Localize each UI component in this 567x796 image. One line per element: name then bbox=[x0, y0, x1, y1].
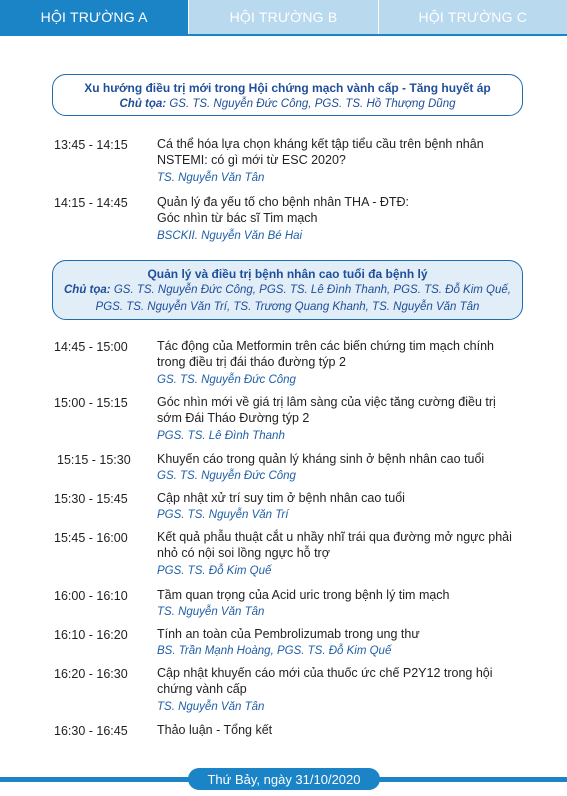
topic-line: Góc nhìn từ bác sĩ Tim mạch bbox=[157, 210, 318, 225]
time-slot: 14:45 - 15:00 bbox=[54, 340, 128, 354]
speaker-name: TS. Nguyễn Văn Tân bbox=[157, 172, 265, 184]
topic-title bbox=[157, 137, 527, 168]
topic-line: Kết quả phẫu thuật cắt u nhầy nhĩ trái qua đường mở ngực phải bbox=[157, 530, 512, 544]
topic-line: Tầm quan trọng của Acid uric trong bệnh lý tim mạch bbox=[157, 588, 450, 602]
topic-line: trong điều trị đái tháo đường týp 2 bbox=[157, 354, 346, 369]
chair-names: GS. TS. Nguyễn Đức Công, PGS. TS. Lê Đình Thanh, PGS. TS. Đỗ Kim Quế, bbox=[113, 284, 511, 296]
topic-title bbox=[157, 627, 527, 643]
time-slot: 16:00 - 16:10 bbox=[54, 589, 128, 603]
speaker-name: TS. Nguyễn Văn Tân bbox=[157, 701, 265, 713]
topic-title bbox=[157, 195, 527, 226]
session-title: Xu hướng điều trị mới trong Hội chứng mạch vành cấp - Tăng huyết áp bbox=[84, 81, 491, 95]
topic-line: NSTEMI: có gì mới từ ESC 2020? bbox=[157, 152, 346, 167]
tab-hall-a[interactable]: HỘI TRƯỜNG A bbox=[0, 0, 188, 34]
topic-line: chứng vành cấp bbox=[157, 681, 247, 696]
time-slot: 15:15 - 15:30 bbox=[57, 453, 131, 467]
topic-line: Thảo luận - Tổng kết bbox=[157, 723, 273, 737]
topic-title bbox=[157, 395, 527, 426]
topic-line: Cập nhật khuyến cáo mới của thuốc ức chế P2Y12 trong hội bbox=[157, 666, 493, 680]
speaker-name: BS. Trần Mạnh Hoàng, PGS. TS. Đỗ Kim Quế bbox=[157, 645, 392, 657]
topic-line: Cá thể hóa lựa chọn kháng kết tập tiểu cầu trên bệnh nhân bbox=[157, 137, 484, 151]
session-chair bbox=[63, 282, 512, 299]
time-slot: 15:00 - 15:15 bbox=[54, 396, 128, 410]
topic-title bbox=[157, 588, 527, 604]
topic-title bbox=[157, 530, 527, 561]
time-slot: 15:45 - 16:00 bbox=[54, 531, 128, 545]
topic-line: Tính an toàn của Pembrolizumab trong ung thư bbox=[157, 627, 420, 641]
speaker-name: GS. TS. Nguyễn Đức Công bbox=[157, 374, 296, 386]
session-title: Quản lý và điều trị bệnh nhân cao tuổi đa bệnh lý bbox=[147, 267, 428, 281]
time-slot: 15:30 - 15:45 bbox=[54, 492, 128, 506]
speaker-name: PGS. TS. Nguyễn Văn Trí bbox=[157, 509, 289, 521]
speaker-name: GS. TS. Nguyễn Đức Công bbox=[157, 470, 296, 482]
session-header-1 bbox=[52, 74, 523, 116]
speaker-name: PGS. TS. Lê Đình Thanh bbox=[157, 430, 285, 442]
topic-title bbox=[157, 339, 527, 370]
header-underline bbox=[0, 34, 567, 36]
hall-tabs bbox=[0, 0, 567, 34]
speaker-name: TS. Nguyễn Văn Tân bbox=[157, 606, 265, 618]
speaker-name: BSCKII. Nguyễn Văn Bé Hai bbox=[157, 230, 303, 242]
topic-line: Góc nhìn mới về giá trị lâm sàng của việc tăng cường điều trị bbox=[157, 395, 496, 409]
topic-line: nhỏ có nội soi lồng ngực hỗ trợ bbox=[157, 545, 330, 560]
topic-line: Cập nhật xử trí suy tim ở bệnh nhân cao tuổi bbox=[157, 491, 405, 505]
chair-names-line2: PGS. TS. Nguyễn Văn Trí, TS. Trương Quang Khanh, TS. Nguyễn Văn Tân bbox=[95, 301, 480, 313]
topic-line: sớm Đái Tháo Đường týp 2 bbox=[157, 410, 310, 425]
topic-title bbox=[157, 452, 527, 468]
tab-hall-b[interactable]: HỘI TRƯỜNG B bbox=[189, 0, 377, 34]
chair-names: GS. TS. Nguyễn Đức Công, PGS. TS. Hồ Thượng Dũng bbox=[169, 98, 456, 110]
time-slot: 16:20 - 16:30 bbox=[54, 667, 128, 681]
time-slot: 16:30 - 16:45 bbox=[54, 724, 128, 738]
chair-label: Chủ tọa: bbox=[63, 284, 111, 296]
speaker-name: PGS. TS. Đỗ Kim Quế bbox=[157, 565, 272, 577]
tab-hall-c[interactable]: HỘI TRƯỜNG C bbox=[379, 0, 567, 34]
topic-title bbox=[157, 723, 527, 739]
topic-line: Quản lý đa yếu tố cho bệnh nhân THA - ĐTĐ: bbox=[157, 195, 409, 209]
footer-date: Thứ Bảy, ngày 31/10/2020 bbox=[188, 768, 380, 790]
time-slot: 13:45 - 14:15 bbox=[54, 138, 128, 152]
chair-label: Chủ tọa: bbox=[119, 98, 167, 110]
topic-line: Tác động của Metformin trên các biến chứng tim mạch chính bbox=[157, 339, 494, 353]
time-slot: 16:10 - 16:20 bbox=[54, 628, 128, 642]
topic-title bbox=[157, 666, 527, 697]
topic-title bbox=[157, 491, 527, 507]
session-header-2 bbox=[52, 260, 523, 320]
time-slot: 14:15 - 14:45 bbox=[54, 196, 128, 210]
session-chair bbox=[63, 96, 512, 113]
topic-line: Khuyến cáo trong quản lý kháng sinh ở bệnh nhân cao tuổi bbox=[157, 452, 485, 466]
